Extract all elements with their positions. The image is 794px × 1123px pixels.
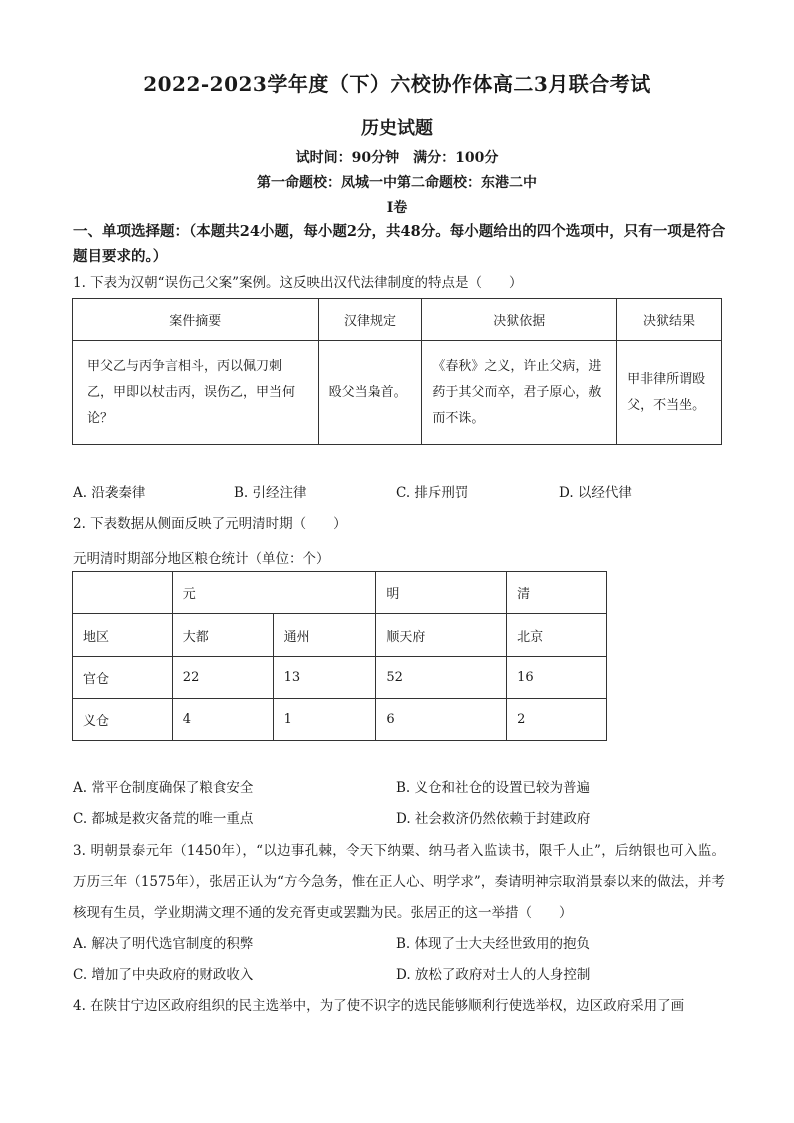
table-cell: 殴父当枭首。 <box>318 341 422 445</box>
question-1-option-a: A. 沿袭秦律 <box>73 485 146 501</box>
question-1-option-b: B. 引经注律 <box>234 485 307 501</box>
table-cell: 通州 <box>273 614 376 657</box>
table-header: 明 <box>376 572 507 614</box>
question-1-stem: 1. 下表为汉朝“误伤己父案”案例。这反映出汉代法律制度的特点是（ ） <box>73 275 523 291</box>
table-header: 元 <box>172 572 376 614</box>
exam-time-score: 试时间：90分钟 满分：100分 <box>295 150 499 166</box>
table-cell: 2 <box>507 699 607 741</box>
table-row <box>73 657 607 699</box>
question-2-option-a: A. 常平仓制度确保了粮食安全 <box>73 780 254 796</box>
question-3-option-b: B. 体现了士大夫经世致用的抱负 <box>396 936 591 952</box>
table-cell <box>73 572 173 614</box>
table-cell: 22 <box>172 657 273 699</box>
exam-volume: Ⅰ卷 <box>386 200 408 216</box>
table-cell: 4 <box>172 699 273 741</box>
question-4-stem: 4. 在陕甘宁边区政府组织的民主选举中，为了使不识字的选民能够顺利行使选举权，边区政府采用了画 <box>73 998 685 1014</box>
table-cell: 官仓 <box>73 657 173 699</box>
table-row <box>73 699 607 741</box>
table-cell: 大都 <box>172 614 273 657</box>
table-header: 汉律规定 <box>318 299 422 341</box>
exam-schools: 第一命题校：凤城一中第二命题校：东港二中 <box>257 175 537 191</box>
exam-subtitle: 历史试题 <box>361 118 433 139</box>
table-header: 案件摘要 <box>73 299 319 341</box>
question-1-option-c: C. 排斥刑罚 <box>396 485 469 501</box>
question-3-option-a: A. 解决了明代选官制度的积弊 <box>73 936 254 952</box>
section-heading: 一、单项选择题：（本题共24小题，每小题2分，共48分。每小题给出的四个选项中，只有一项是符合题目要求的。） <box>73 223 726 265</box>
table-header: 清 <box>507 572 607 614</box>
question-2-caption: 元明清时期部分地区粮仓统计（单位：个） <box>73 551 330 567</box>
table-header: 决狱依据 <box>422 299 617 341</box>
question-2-stem: 2. 下表数据从侧面反映了元明清时期（ ） <box>73 516 347 532</box>
question-1-option-d: D. 以经代律 <box>559 485 632 501</box>
table-header: 地区 <box>73 614 173 657</box>
exam-title: 2022-2023学年度（下）六校协作体高二3月联合考试 <box>143 72 651 96</box>
question-1-table <box>72 298 722 445</box>
question-2-option-b: B. 义仓和社仓的设置已较为普遍 <box>396 780 591 796</box>
table-cell: 《春秋》之义，许止父病，进药于其父而卒，君子原心，赦而不诛。 <box>422 341 617 445</box>
table-header: 决狱结果 <box>617 299 722 341</box>
table-cell: 北京 <box>507 614 607 657</box>
question-2-option-c: C. 都城是救灾备荒的唯一重点 <box>73 811 254 827</box>
table-cell: 52 <box>376 657 507 699</box>
question-2-table <box>72 571 607 741</box>
table-cell: 13 <box>273 657 376 699</box>
question-3-option-c: C. 增加了中央政府的财政收入 <box>73 967 254 983</box>
table-cell: 甲父乙与丙争言相斗，丙以佩刀刺乙，甲即以杖击丙，误伤乙，甲当何论？ <box>73 341 319 445</box>
table-cell: 顺天府 <box>376 614 507 657</box>
table-cell: 义仓 <box>73 699 173 741</box>
table-cell: 1 <box>273 699 376 741</box>
question-3-stem: 3. 明朝景泰元年（1450年），“以边事孔棘，令天下纳粟、纳马者入监读书，限千人止”，后纳银也可入监。万历三年（1575年），张居正认为“方今急务，惟在正人心、明学求”，奏请明神宗取消景泰以来的做法，并考核现有生员，学业期满文理不通的发充胥吏或罢黜为民。张居正的这一举措（ ） <box>73 843 725 921</box>
table-cell: 16 <box>507 657 607 699</box>
table-cell: 6 <box>376 699 507 741</box>
question-3-option-d: D. 放松了政府对士人的人身控制 <box>396 967 591 983</box>
table-cell: 甲非律所谓殴父，不当坐。 <box>617 341 722 445</box>
question-2-option-d: D. 社会救济仍然依赖于封建政府 <box>396 811 591 827</box>
